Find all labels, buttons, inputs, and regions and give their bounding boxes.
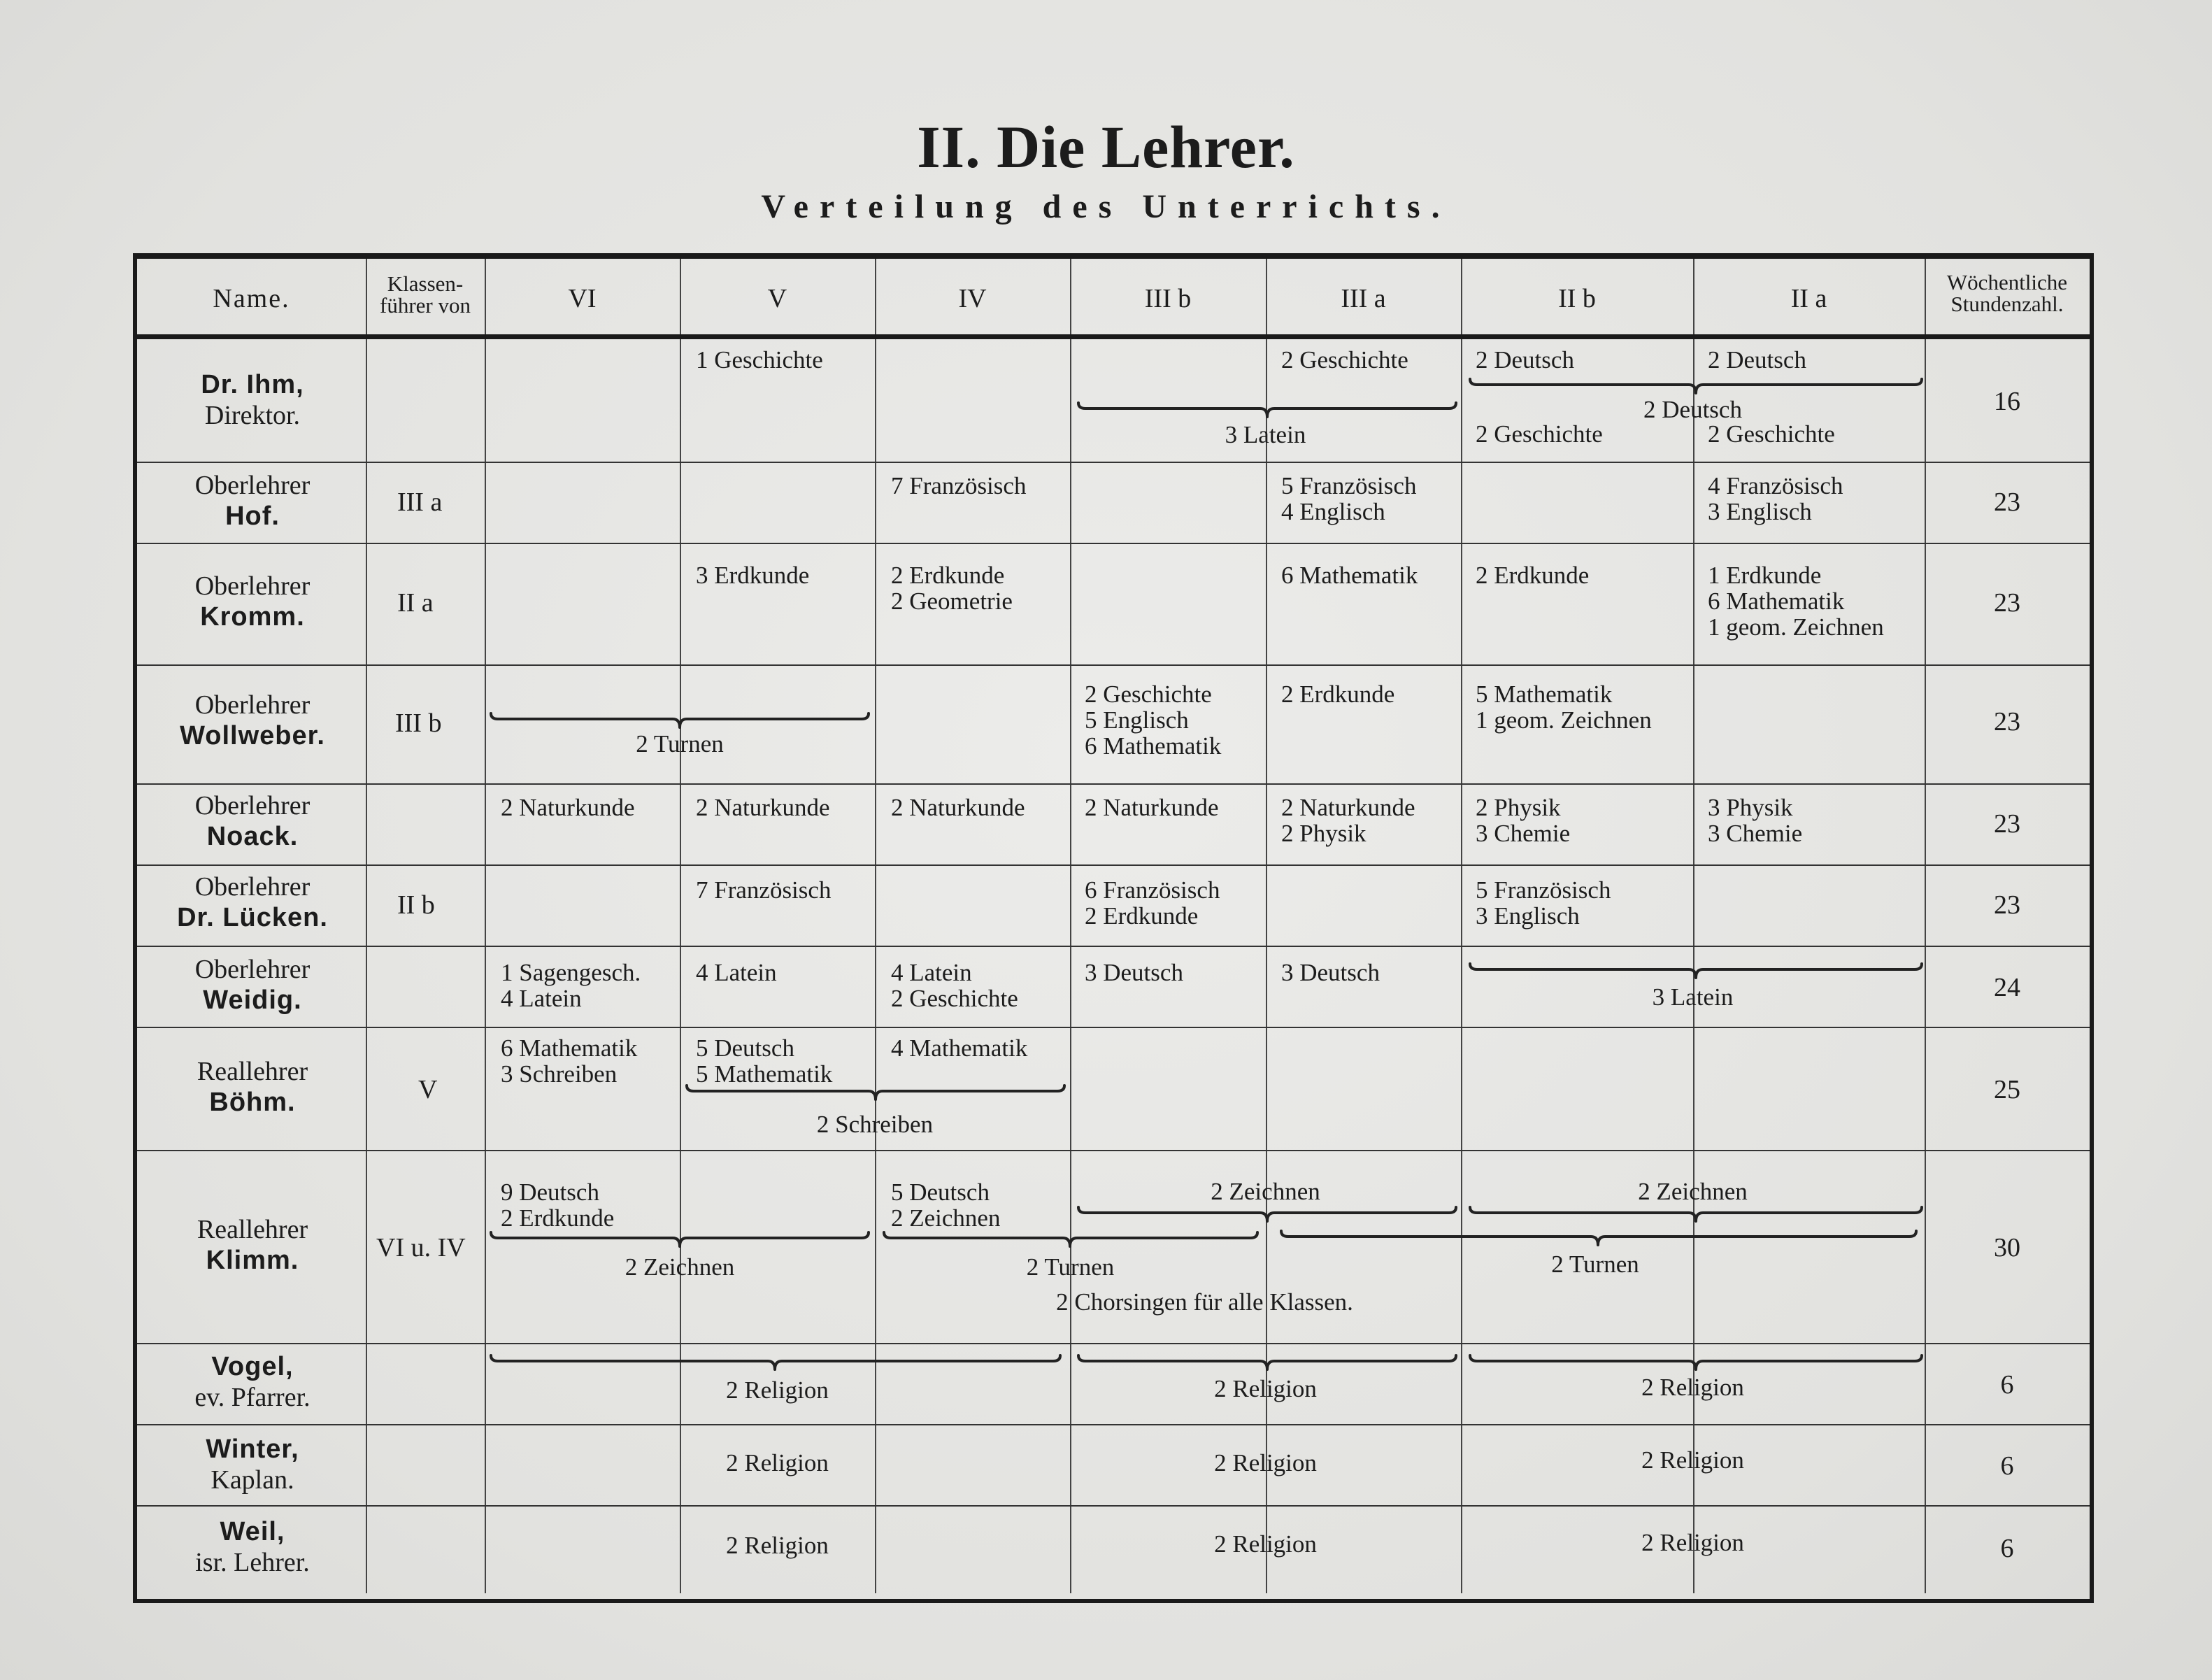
row-divider <box>137 1150 2090 1151</box>
merged-subject: 2 Religion <box>1641 1374 1744 1401</box>
total-hours: 23 <box>1994 809 2020 839</box>
subject-cell: 1 Erdkunde 6 Mathematik 1 geom. Zeichnen <box>1708 562 1884 641</box>
teacher-title: Winter, <box>206 1435 299 1464</box>
klassenfuehrer-cell: II b <box>397 890 435 920</box>
merged-subject: 2 Religion <box>1214 1449 1317 1476</box>
teacher-title: Oberlehrer <box>194 690 311 720</box>
subject-cell: 4 Französisch 3 Englisch <box>1708 472 1843 525</box>
subject-cell: 2 Erdkunde 2 Geometrie <box>891 562 1013 615</box>
subject-cell: 2 Geschichte <box>1708 420 1835 448</box>
total-hours: 16 <box>1994 387 2020 416</box>
header-klassenfuehrer: Klassen- führer von <box>380 271 471 318</box>
merged-subject: 2 Turnen <box>636 730 724 757</box>
teacher-name-cell <box>137 1214 368 1276</box>
header-vi: VI <box>568 284 597 313</box>
subject-cell: 3 Erdkunde <box>696 562 810 589</box>
subject-cell: 4 Mathematik <box>891 1034 1028 1062</box>
subject-cell: 3 Deutsch <box>1281 959 1380 986</box>
teacher-role: Kaplan. <box>211 1465 294 1495</box>
row-divider <box>137 664 2090 666</box>
total-hours: 30 <box>1994 1233 2020 1262</box>
teacher-name-cell <box>137 1434 368 1495</box>
subject-cell: 3 Physik 3 Chemie <box>1708 794 1803 847</box>
total-hours: 23 <box>1994 588 2020 618</box>
brace <box>1469 962 1923 979</box>
teacher-role: Kromm. <box>200 602 305 632</box>
merged-subject: 2 Religion <box>726 1532 829 1559</box>
teacher-title: Vogel, <box>211 1352 294 1381</box>
merged-subject: 3 Latein <box>1225 421 1306 448</box>
header-iiia: III a <box>1341 284 1386 313</box>
teacher-name-cell <box>137 790 368 852</box>
subject-cell: 5 Deutsch 2 Zeichnen <box>891 1179 1001 1232</box>
teacher-title: Oberlehrer <box>194 571 311 601</box>
subject-cell: 1 Sagengesch. 4 Latein <box>501 959 641 1012</box>
merged-subject: 2 Deutsch <box>1643 396 1742 423</box>
merged-subject: 2 Religion <box>726 1376 829 1404</box>
subject-cell: 2 Naturkunde <box>1085 794 1219 821</box>
row-divider <box>137 1505 2090 1507</box>
subject-cell: 5 Französisch 3 Englisch <box>1476 876 1611 930</box>
teacher-name-cell <box>137 871 368 933</box>
row-divider <box>137 864 2090 866</box>
subject-cell: 7 Französisch <box>696 876 832 904</box>
subject-cell: 7 Französisch <box>891 472 1027 499</box>
total-hours: 24 <box>1994 973 2020 1002</box>
brace <box>490 712 871 729</box>
row-divider <box>137 462 2090 463</box>
brace <box>1077 1206 1458 1223</box>
teacher-title: Oberlehrer <box>194 791 311 820</box>
total-hours: 23 <box>1994 890 2020 920</box>
header-separator <box>133 334 2094 339</box>
teacher-name-cell <box>137 571 368 632</box>
teacher-name-cell <box>137 470 368 532</box>
row-divider <box>137 783 2090 785</box>
subject-cell: 2 Deutsch <box>1708 346 1806 373</box>
total-hours: 23 <box>1994 487 2020 517</box>
subject-cell: 2 Geschichte <box>1281 346 1408 373</box>
teacher-role: Hof. <box>225 501 280 531</box>
subject-cell: 2 Naturkunde <box>501 794 635 821</box>
brace <box>1469 1354 1923 1371</box>
subject-cell: 1 Geschichte <box>696 346 823 373</box>
merged-subject: 2 Schreiben <box>816 1111 934 1138</box>
merged-subject: 3 Latein <box>1652 983 1734 1011</box>
subject-cell: 6 Mathematik 3 Schreiben <box>501 1034 638 1088</box>
brace <box>1077 1354 1458 1371</box>
teacher-title: Oberlehrer <box>194 955 311 984</box>
klassenfuehrer-cell: VI u. IV <box>376 1233 466 1262</box>
teacher-role: Klimm. <box>206 1246 299 1275</box>
teacher-name-cell <box>137 1351 368 1413</box>
teacher-name-cell <box>137 1516 368 1578</box>
brace <box>1077 401 1458 418</box>
merged-subject: 2 Religion <box>726 1449 829 1476</box>
teacher-role: Weidig. <box>203 985 302 1015</box>
teacher-role: Böhm. <box>209 1088 296 1117</box>
subject-cell: 5 Deutsch 5 Mathematik <box>696 1034 833 1088</box>
teacher-title: Weil, <box>220 1517 285 1546</box>
brace <box>490 1231 871 1248</box>
subject-cell: 2 Geschichte <box>1476 420 1603 448</box>
header-iv: IV <box>958 284 987 313</box>
brace <box>1280 1230 1920 1246</box>
teacher-role: isr. Lehrer. <box>195 1548 310 1577</box>
teacher-role: Direktor. <box>204 401 301 430</box>
klassenfuehrer-cell: II a <box>397 588 434 618</box>
brace <box>883 1231 1260 1248</box>
teacher-title: Oberlehrer <box>194 471 311 500</box>
merged-subject: 2 Turnen <box>1026 1253 1115 1281</box>
page-title: II. Die Lehrer. <box>917 113 1295 180</box>
subject-cell: 2 Erdkunde <box>1476 562 1590 589</box>
subject-cell: 2 Naturkunde <box>696 794 830 821</box>
header-name: Name. <box>213 284 290 313</box>
merged-subject: 2 Turnen <box>1551 1251 1639 1278</box>
merged-subject: 2 Zeichnen <box>1638 1178 1748 1205</box>
brace <box>685 1084 1066 1101</box>
teacher-name-cell <box>137 1056 368 1118</box>
subject-cell: 9 Deutsch 2 Erdkunde <box>501 1179 615 1232</box>
brace <box>1469 1206 1923 1223</box>
header-iia: II a <box>1790 284 1827 313</box>
teacher-role: Wollweber. <box>180 721 325 750</box>
row-divider <box>137 543 2090 544</box>
subject-cell: 6 Mathematik <box>1281 562 1418 589</box>
subject-cell: 2 Geschichte 5 Englisch 6 Mathematik <box>1085 681 1222 760</box>
row-divider <box>137 1343 2090 1344</box>
klassenfuehrer-cell: III b <box>395 709 442 738</box>
row-divider <box>137 1424 2090 1425</box>
merged-subject: 2 Chorsingen für alle Klassen. <box>1056 1288 1353 1316</box>
header-v: V <box>767 284 787 313</box>
row-divider <box>137 946 2090 947</box>
subject-cell: 3 Deutsch <box>1085 959 1183 986</box>
subject-cell: 6 Französisch 2 Erdkunde <box>1085 876 1220 930</box>
page-subtitle: Verteilung des Unterrichts. <box>761 188 1451 225</box>
header-iib: II b <box>1558 284 1596 313</box>
header-total: Wöchentliche Stundenzahl. <box>1946 270 2068 316</box>
subject-cell: 2 Naturkunde <box>891 794 1025 821</box>
teacher-title: Dr. Ihm, <box>201 370 304 399</box>
teacher-name-cell <box>137 690 368 751</box>
column-divider <box>1925 259 1926 1593</box>
teacher-name-cell <box>137 369 368 431</box>
total-hours: 25 <box>1994 1075 2020 1104</box>
teacher-role: ev. Pfarrer. <box>194 1383 311 1412</box>
header-iiib: III b <box>1144 284 1192 313</box>
merged-subject: 2 Religion <box>1214 1530 1317 1558</box>
merged-subject: 2 Religion <box>1641 1529 1744 1556</box>
teacher-title: Reallehrer <box>197 1215 308 1244</box>
subject-cell: 2 Erdkunde <box>1281 681 1395 708</box>
merged-subject: 2 Religion <box>1641 1446 1744 1474</box>
subject-cell: 2 Physik 3 Chemie <box>1476 794 1571 847</box>
subject-cell: 2 Deutsch <box>1476 346 1574 373</box>
total-hours: 6 <box>2000 1534 2014 1563</box>
klassenfuehrer-cell: III a <box>397 487 443 517</box>
subject-cell: 5 Mathematik 1 geom. Zeichnen <box>1476 681 1652 734</box>
total-hours: 6 <box>2000 1451 2014 1481</box>
teacher-title: Reallehrer <box>197 1057 308 1086</box>
brace <box>490 1354 1063 1371</box>
subject-cell: 4 Latein <box>696 959 777 986</box>
row-divider <box>137 1027 2090 1028</box>
total-hours: 6 <box>2000 1370 2014 1400</box>
teacher-name-cell <box>137 954 368 1016</box>
merged-subject: 2 Zeichnen <box>625 1253 735 1281</box>
merged-subject: 2 Zeichnen <box>1211 1178 1320 1205</box>
teacher-role: Noack. <box>206 822 299 851</box>
teacher-role: Dr. Lücken. <box>177 903 328 932</box>
brace <box>1469 378 1923 394</box>
subject-cell: 5 Französisch 4 Englisch <box>1281 472 1417 525</box>
teacher-title: Oberlehrer <box>194 872 311 902</box>
merged-subject: 2 Religion <box>1214 1375 1317 1402</box>
total-hours: 23 <box>1994 707 2020 736</box>
subject-cell: 2 Naturkunde 2 Physik <box>1281 794 1415 847</box>
klassenfuehrer-cell: V <box>418 1075 438 1104</box>
subject-cell: 4 Latein 2 Geschichte <box>891 959 1018 1012</box>
